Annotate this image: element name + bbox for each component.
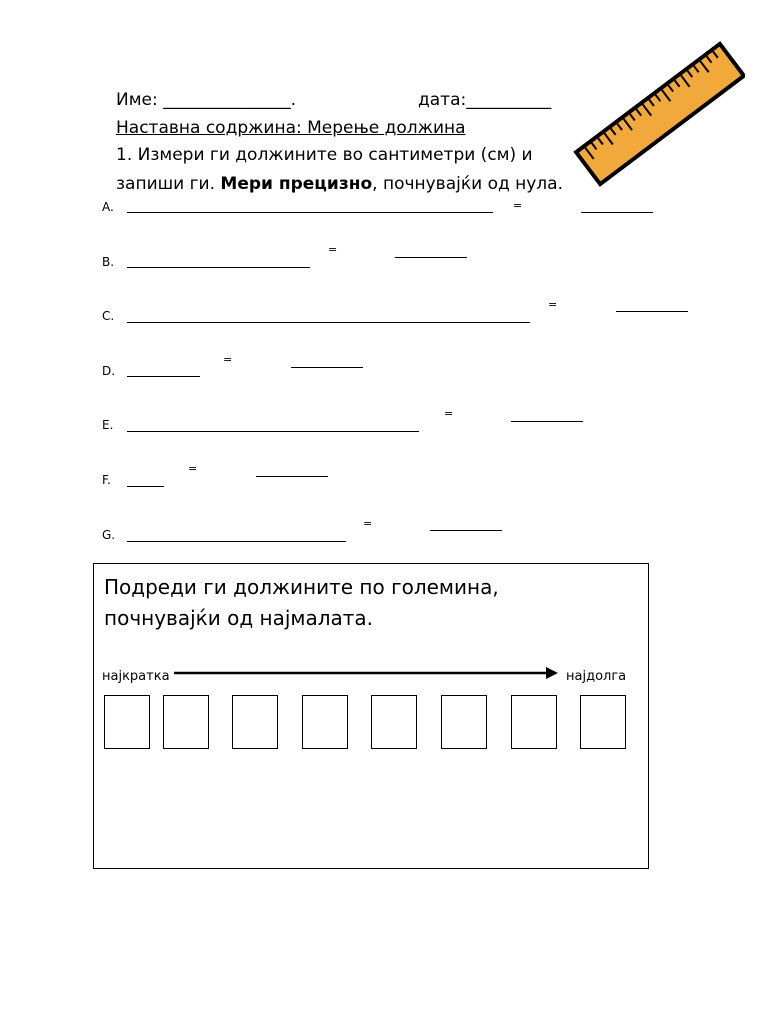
line-g	[127, 541, 346, 542]
row-label-g: G.	[102, 528, 116, 542]
order-box-1[interactable]	[104, 695, 150, 749]
row-label-b: B.	[102, 255, 115, 269]
instruction-text-end: , почнувајќи од нула.	[372, 174, 563, 194]
row-label-e: E.	[102, 418, 114, 432]
row-label-f: F.	[102, 473, 111, 487]
arrow-right-icon	[174, 666, 560, 680]
answer-blank-c[interactable]	[616, 311, 688, 312]
name-field[interactable]: _______________.	[163, 90, 297, 110]
row-label-a: A.	[102, 200, 114, 214]
topic-heading: Наставна содржина: Мерење должина	[116, 118, 466, 138]
name-row	[116, 90, 296, 110]
longest-label: најдолга	[566, 669, 627, 684]
equals-e: =	[444, 407, 454, 420]
order-box-2[interactable]	[163, 695, 209, 749]
answer-blank-f[interactable]	[256, 476, 328, 477]
line-f	[127, 486, 164, 487]
date-row	[418, 90, 551, 110]
ordering-task-title	[104, 572, 499, 634]
line-c	[127, 322, 530, 323]
ordering-title-line-1: Подреди ги должините по големина,	[104, 575, 499, 599]
equals-g: =	[363, 517, 373, 530]
date-label: дата:	[418, 90, 467, 110]
order-box-3[interactable]	[232, 695, 278, 749]
answer-blank-d[interactable]	[291, 367, 363, 368]
equals-d: =	[223, 353, 233, 366]
answer-blank-e[interactable]	[511, 421, 583, 422]
line-d	[127, 376, 200, 377]
answer-blank-a[interactable]	[581, 212, 653, 213]
row-label-d: D.	[102, 364, 116, 378]
equals-a: =	[513, 199, 523, 212]
order-box-4[interactable]	[302, 695, 348, 749]
order-box-6[interactable]	[441, 695, 487, 749]
row-label-c: C.	[102, 309, 115, 323]
line-a	[127, 212, 493, 213]
ruler-icon	[570, 34, 745, 194]
ordering-title-line-2: почнувајќи од најмалата.	[104, 606, 374, 630]
instruction-line-2	[116, 174, 563, 194]
order-box-8[interactable]	[580, 695, 626, 749]
order-box-5[interactable]	[371, 695, 417, 749]
date-field[interactable]: __________	[466, 90, 552, 110]
instruction-line-1: 1. Измери ги должините во сантиметри (см) и	[116, 145, 533, 165]
line-e	[127, 431, 419, 432]
name-label: Име:	[116, 90, 158, 110]
line-b	[127, 267, 310, 268]
instruction-emphasis: Мери прецизно	[220, 174, 373, 194]
shortest-label: најкратка	[102, 669, 170, 684]
instruction-text: запиши ги.	[116, 174, 221, 194]
answer-blank-b[interactable]	[395, 257, 467, 258]
equals-c: =	[548, 298, 558, 311]
equals-f: =	[188, 462, 198, 475]
equals-b: =	[328, 243, 338, 256]
answer-blank-g[interactable]	[430, 530, 502, 531]
order-box-7[interactable]	[511, 695, 557, 749]
